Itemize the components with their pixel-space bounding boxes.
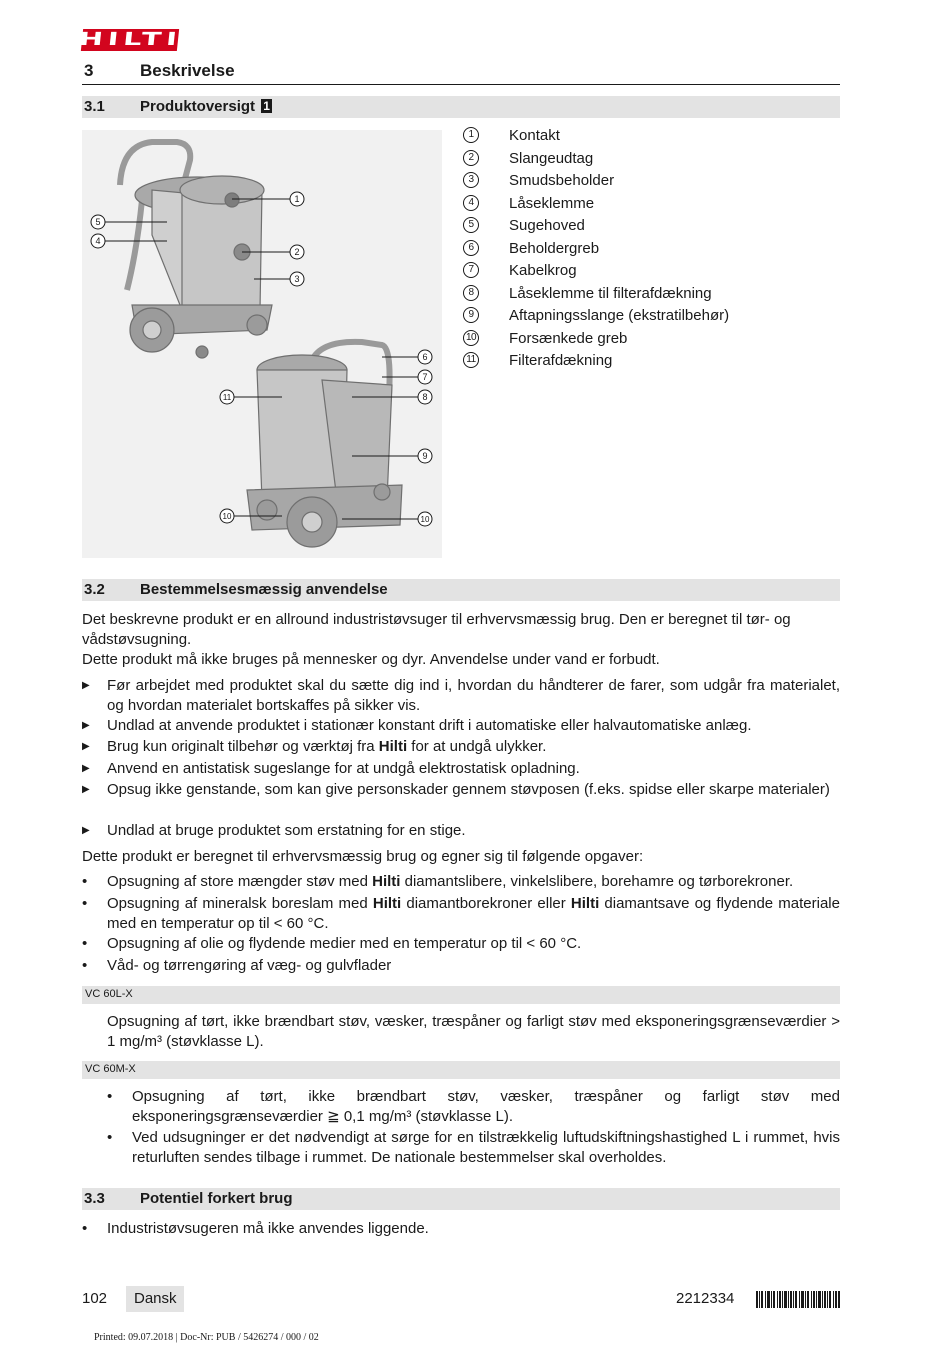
figure-reference: 1 xyxy=(263,99,270,113)
chapter-number: 3 xyxy=(84,61,94,80)
legend-label: Sugehoved xyxy=(509,217,585,234)
section-title: Produktoversigt xyxy=(140,98,256,115)
legend-item xyxy=(462,194,842,217)
legend-label: Kontakt xyxy=(509,127,560,144)
legend-item xyxy=(462,351,842,374)
legend-item xyxy=(462,216,842,239)
legend-label: Forsænkede greb xyxy=(509,329,628,347)
component-legend xyxy=(462,126,842,374)
callout-label: 5 xyxy=(95,217,101,227)
model-label: VC 60M-X xyxy=(85,1063,136,1075)
barcode-icon xyxy=(756,1291,840,1308)
legend-item xyxy=(462,261,842,284)
legend-item xyxy=(462,149,842,172)
legend-label: Låseklemme xyxy=(509,194,595,212)
intro-paragraph: Det beskrevne produkt er en allround industristøvsuger til erhvervsmæssig brug. Den er beregnet til tør- og vådstøvsugning. xyxy=(82,611,791,648)
model-label-bar xyxy=(82,1061,840,1079)
callout-label: 11 xyxy=(222,393,232,402)
callout-label: 2 xyxy=(294,247,300,257)
triangle-bullet-icon: ▶ xyxy=(82,763,90,774)
model-l-text: Opsugning af tørt, ikke brændbart støv, væsker, træspåner og farligt støv med eksponeringsgrænseværdier > 1 mg/m³ (støvklasse L). xyxy=(107,1013,840,1050)
legend-number: 2 xyxy=(463,150,479,166)
section-heading-3-1 xyxy=(82,96,840,118)
language-label: Dansk xyxy=(134,1290,177,1307)
bullet-icon: • xyxy=(82,873,88,890)
legend-item xyxy=(462,126,842,149)
section-number: 3.2 xyxy=(84,581,105,598)
language-tab xyxy=(126,1286,184,1312)
legend-number: 3 xyxy=(463,172,479,188)
triangle-bullet-icon: ▶ xyxy=(82,784,90,795)
print-info: Printed: 09.07.2018 | Doc-Nr: PUB / 5426274 / 000 / 02 xyxy=(94,1332,319,1343)
callout-label: 4 xyxy=(95,236,101,246)
legend-item xyxy=(462,329,842,352)
callout-label: 9 xyxy=(422,451,428,461)
legend-label: Slangeudtag xyxy=(509,149,594,167)
product-overview-figure xyxy=(82,130,442,558)
legend-number: 11 xyxy=(463,352,479,368)
legend-number: 6 xyxy=(463,240,479,256)
section-title: Bestemmelsesmæssig anvendelse xyxy=(140,581,388,598)
bullet-icon: • xyxy=(82,957,88,974)
section-heading-3-2 xyxy=(82,579,840,601)
bullet-icon: • xyxy=(82,895,88,912)
legend-item xyxy=(462,306,842,329)
legend-number: 1 xyxy=(463,127,479,143)
document-number: 2212334 xyxy=(676,1290,735,1307)
legend-item xyxy=(462,239,842,262)
legend-number: 4 xyxy=(463,195,479,211)
triangle-bullet-icon: ▶ xyxy=(82,680,90,691)
section-title: Potentiel forkert brug xyxy=(140,1190,293,1207)
bullet-icon: • xyxy=(82,1220,88,1237)
bullet-icon: • xyxy=(107,1129,113,1146)
vacuum-illustration xyxy=(82,130,442,558)
callout-label: 7 xyxy=(422,372,428,382)
section-number: 3.3 xyxy=(84,1190,105,1207)
callout-label: 8 xyxy=(422,392,428,402)
callout-label: 10 xyxy=(222,512,232,521)
hilti-logo: HILTI xyxy=(77,29,183,50)
legend-label: Smudsbeholder xyxy=(509,172,615,189)
intro-paragraph: Dette produkt må ikke bruges på mennesker og dyr. Anvendelse under vand er forbudt. xyxy=(82,651,660,668)
legend-number: 5 xyxy=(463,217,479,233)
triangle-bullet-icon: ▶ xyxy=(82,720,90,731)
chapter-heading xyxy=(82,60,840,85)
uses-intro: Dette produkt er beregnet til erhvervsmæssig brug og egner sig til følgende opgaver: xyxy=(82,848,644,865)
legend-number: 10 xyxy=(463,330,479,346)
model-label-bar xyxy=(82,986,840,1004)
legend-label: Beholdergreb xyxy=(509,239,600,257)
callout-label: 10 xyxy=(420,515,430,524)
triangle-bullet-icon: ▶ xyxy=(82,825,90,836)
page-number: 102 xyxy=(82,1290,108,1307)
legend-label: Kabelkrog xyxy=(509,262,577,279)
legend-label: Aftapningsslange (ekstratilbehør) xyxy=(509,307,730,324)
chapter-title: Beskrivelse xyxy=(140,61,235,80)
callout-label: 6 xyxy=(422,352,428,362)
bullet-icon: • xyxy=(107,1088,113,1105)
legend-label: Filterafdækning xyxy=(509,352,613,369)
legend-number: 7 xyxy=(463,262,479,278)
bullet-icon: • xyxy=(82,935,88,952)
model-label: VC 60L-X xyxy=(85,988,133,1000)
triangle-bullet-icon: ▶ xyxy=(82,741,90,752)
legend-item xyxy=(462,171,842,194)
legend-item xyxy=(462,284,842,307)
legend-number: 8 xyxy=(463,285,479,301)
legend-label: Låseklemme til filterafdækning xyxy=(509,284,712,302)
section-heading-3-3 xyxy=(82,1188,840,1210)
callout-label: 1 xyxy=(294,194,300,204)
legend-number: 9 xyxy=(463,307,479,323)
section-number: 3.1 xyxy=(84,98,105,115)
callout-label: 3 xyxy=(294,274,300,284)
